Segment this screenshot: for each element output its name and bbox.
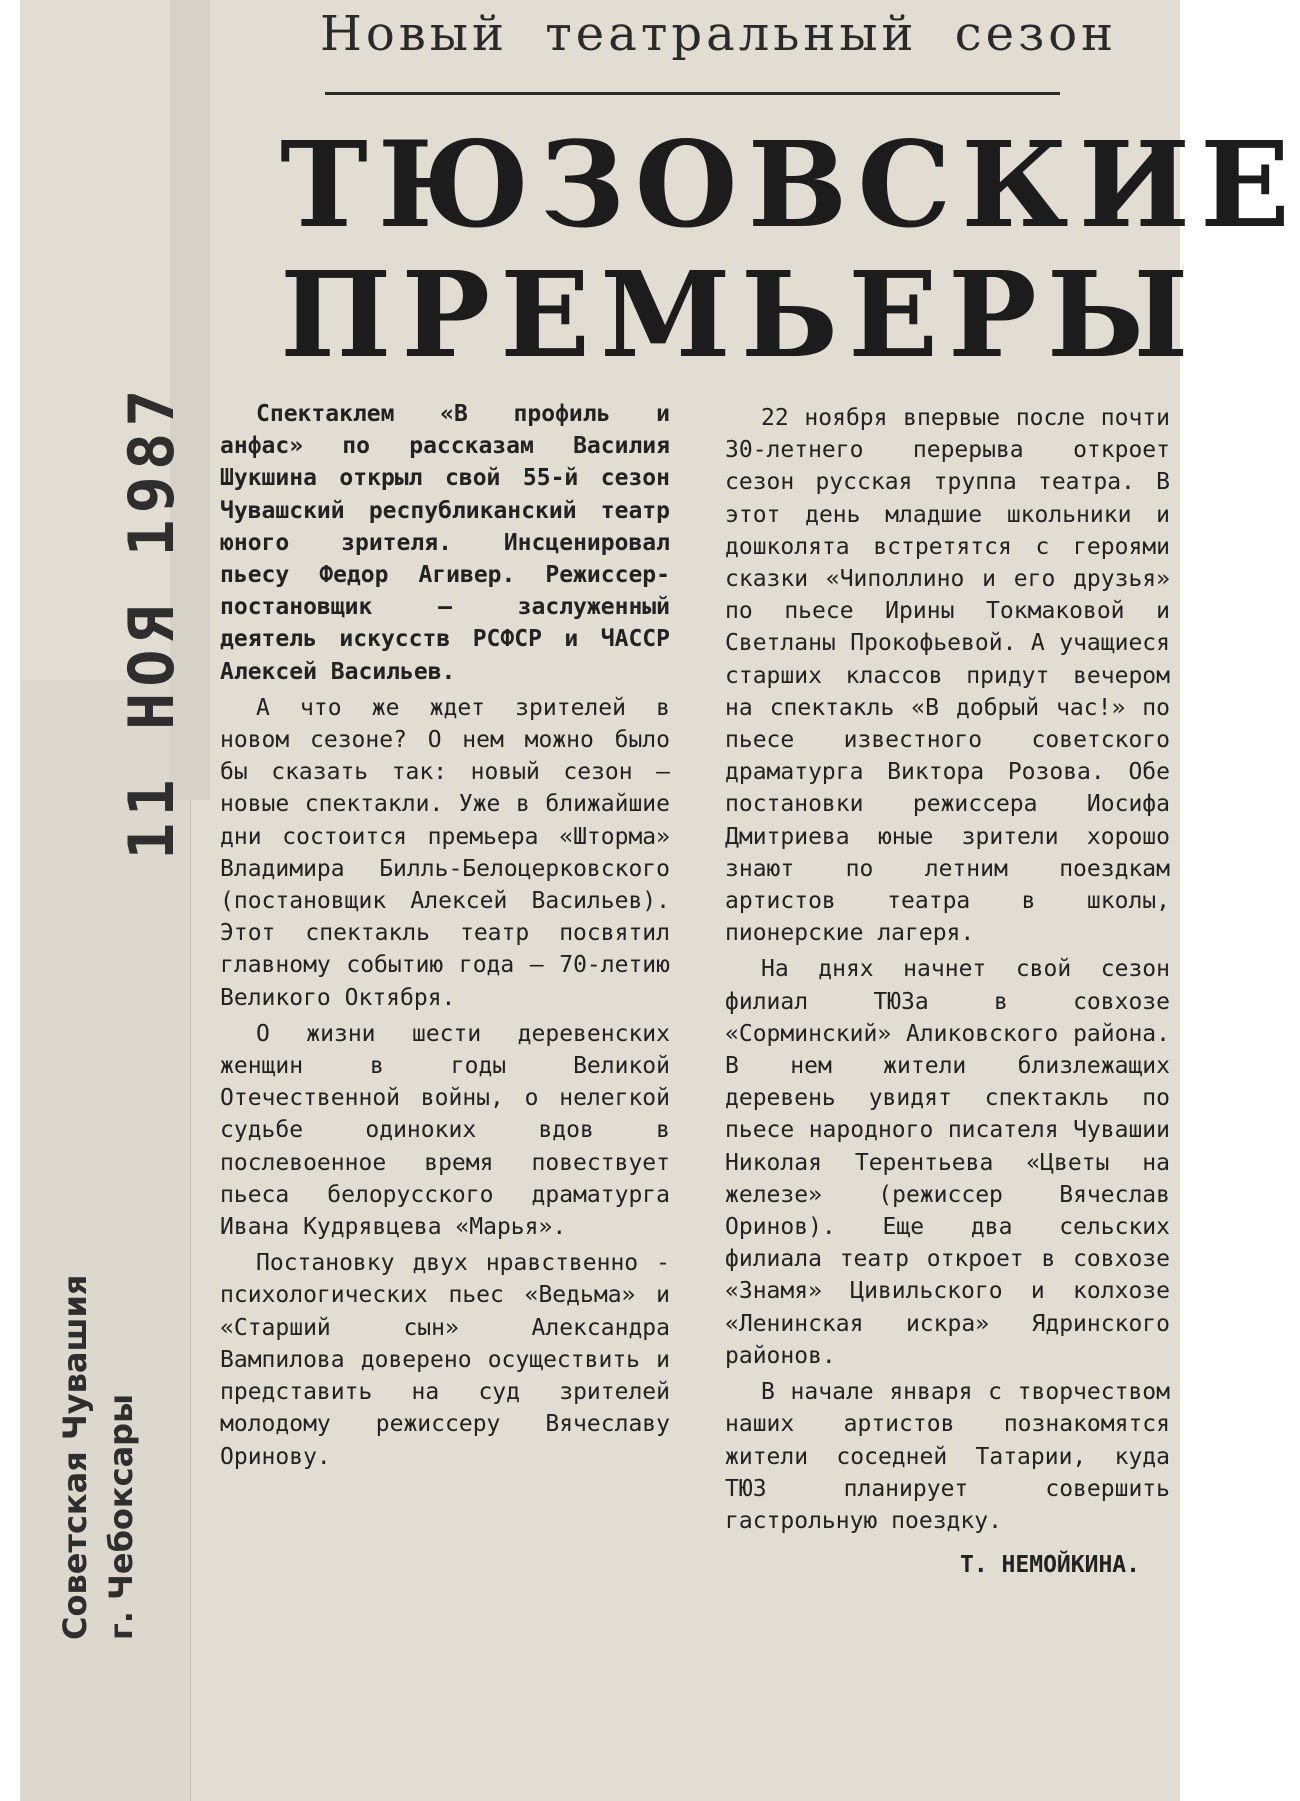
source-stamp-newspaper: Советская Чувашия (56, 1274, 94, 1640)
body-paragraph: А что же ждет зрителей в новом сезоне? О нем можно было бы сказать так: новый сезон — новые спектакли. Уже в ближайшие дни состоится премьера «Шторма» Владимира Билль-Белоцерковского (постановщик Алексей Васильев). Этот спектакль театр посвятил главному событию года — 70-летию Великого Октября. (220, 694, 670, 1011)
body-paragraph: На днях начнет свой сезон филиал ТЮЗа в совхозе «Сорминский» Аликовского района. В нем жители близлежащих деревень увидят спектакль по пьесе народного писателя Чувашии Николая Терентьева «Цветы на железе» (режиссер Вячеслав Оринов). Еще два сельских филиала театр откроет в совхозе «Знамя» Цивильского и колхозе «Ленинская искра» Ядринского районов. (725, 956, 1170, 1369)
kicker-rule (325, 92, 1060, 95)
body-paragraph: В начале января с творчеством наших артистов познакомятся жители соседней Татарии, куда ТЮЗ планирует совершить гастрольную поездку. (725, 1379, 1170, 1534)
article-column-left (220, 398, 670, 1473)
date-stamp: 11 НОЯ 1987 (115, 383, 188, 860)
source-stamp (52, 1275, 144, 1640)
article-column-right (725, 402, 1170, 1581)
source-stamp-city: г. Чебоксары (102, 1393, 140, 1640)
headline-line-1: ТЮЗОВСКИЕ (280, 115, 1300, 254)
author-byline: Т. НЕМОЙКИНА. (959, 1552, 1140, 1579)
body-paragraph: 22 ноября впервые после почти 30-летнего перерыва откроет сезон русская труппа театра. В этот день младшие школьники и дошколята встретятся с героями сказки «Чиполлино и его друзья» по пьесе Ирины Токмаковой и Светланы Прокофьевой. А учащиеся старших классов придут вечером на спектакль «В добрый час!» по пьесе известного советского драматурга Виктора Розова. Обе постановки режиссера Иосифа Дмитриева юные зрители хорошо знают по летним поездкам артистов театра в школы, пионерские лагеря. (725, 405, 1170, 947)
headline-line-2: ПРЕМЬЕРЫ (280, 245, 1199, 384)
section-kicker: Новый театральный сезон (320, 6, 1118, 62)
body-paragraph: О жизни шести деревенских женщин в годы Великой Отечественной войны, о нелегкой судьбе одиноких вдов в послевоенное время повествует пьеса белорусского драматурга Ивана Кудрявцева «Марья». (220, 1020, 670, 1241)
headline (280, 115, 1300, 384)
lead-paragraph: Спектаклем «В профиль и анфас» по рассказам Василия Шукшина открыл свой 55-й сезон Чувашский республиканский театр юного зрителя. Инсценировал пьесу Федор Агивер. Режиссер-постановщик — заслуженный деятель искусств РСФСР и ЧАССР Алексей Васильев. (220, 401, 670, 685)
body-paragraph: Постановку двух нравственно - психологических пьес «Ведьма» и «Старший сын» Александра Вампилова доверено осуществить и представить на суд зрителей молодому режиссеру Вячеславу Оринову. (220, 1250, 670, 1470)
newspaper-clipping (20, 0, 1300, 1801)
